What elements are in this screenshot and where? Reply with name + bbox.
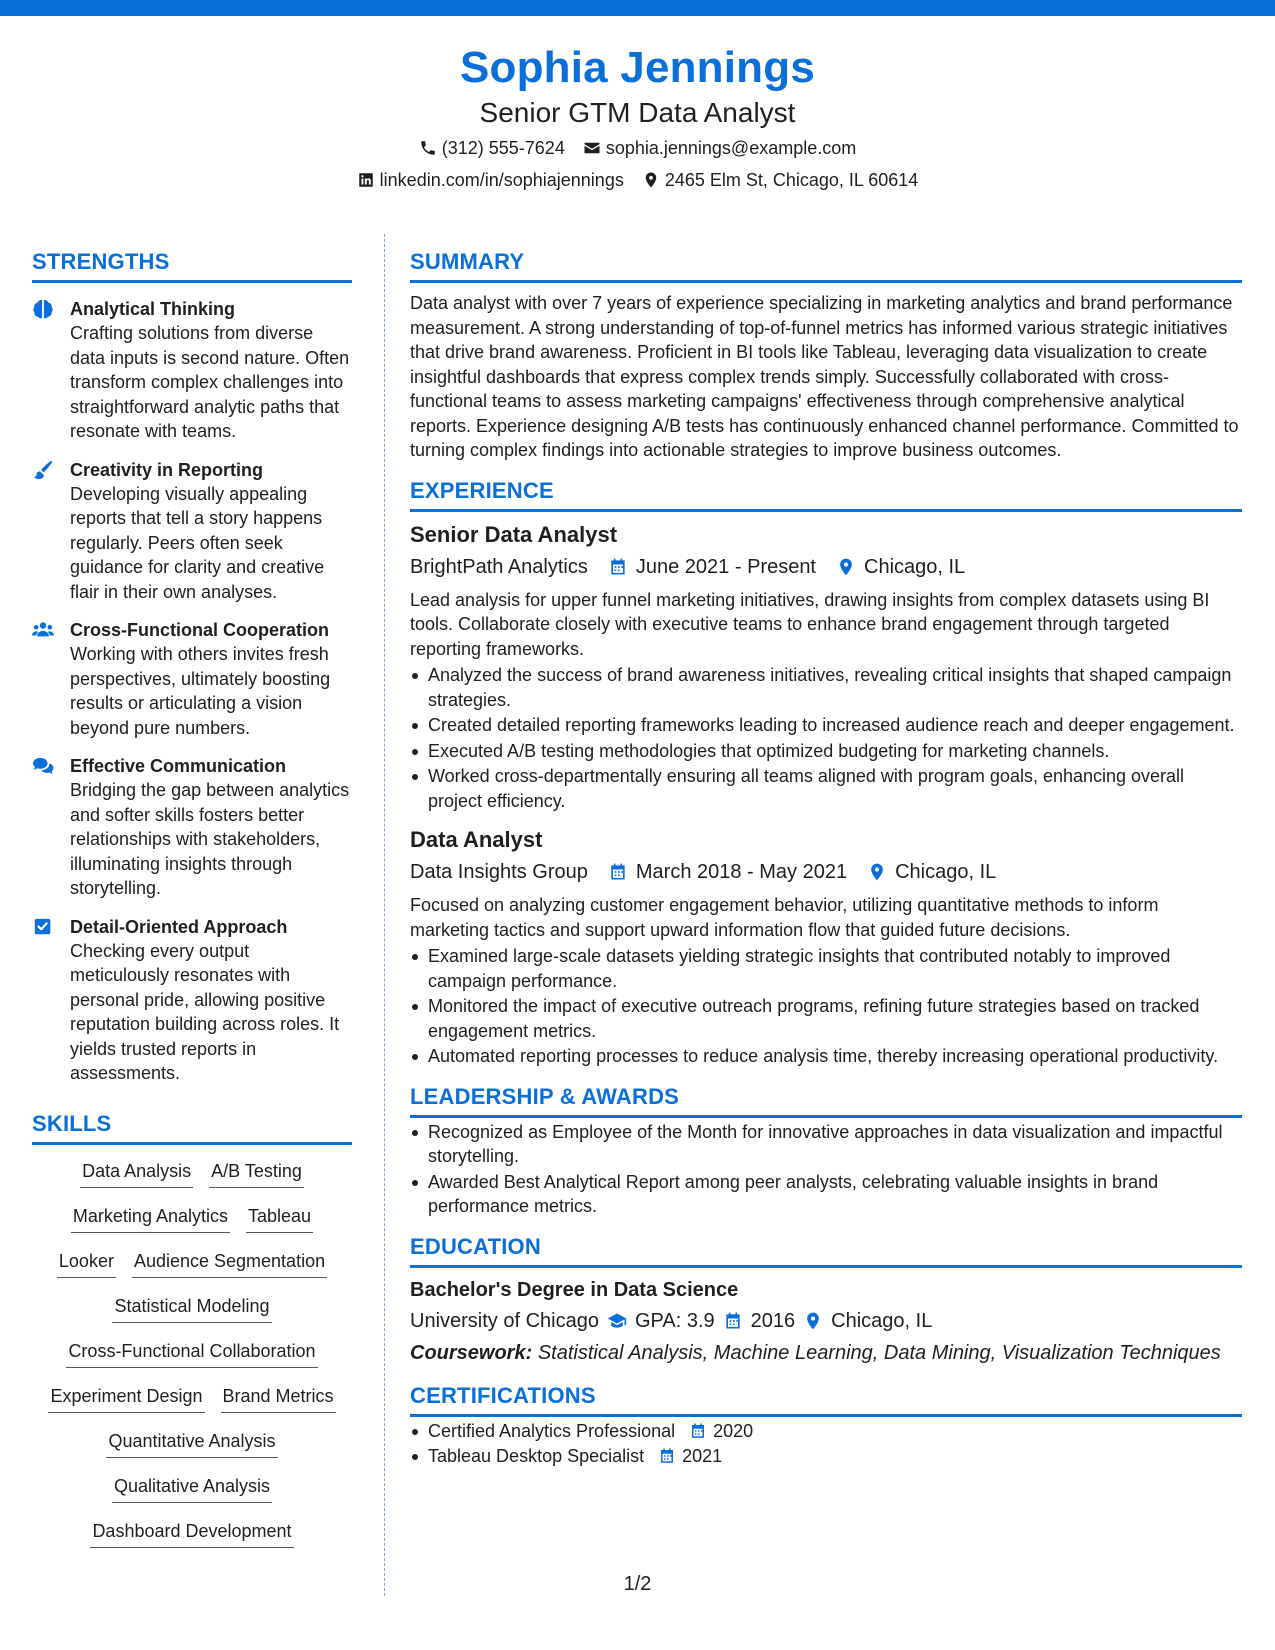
skill-row [57, 1249, 327, 1294]
skill-row [66, 1339, 317, 1384]
email-item[interactable] [583, 134, 856, 162]
strengths-heading: STRENGTHS [32, 248, 352, 283]
skill-row [112, 1474, 272, 1519]
degree-title: Bachelor's Degree in Data Science [410, 1278, 739, 1301]
experience-section [410, 477, 1242, 1069]
map-pin-icon [836, 557, 856, 577]
phone-text: (312) 555-7624 [441, 138, 565, 158]
resume-header [0, 40, 1275, 194]
skill-row [90, 1519, 293, 1564]
strength-desc: Bridging the gap between analytics and softer skills fosters better relationships with stakeholders, illuminating insights through storytelling. [70, 780, 350, 898]
contact-row-2 [0, 166, 1275, 194]
page-number: 1/2 [623, 1573, 652, 1595]
column-divider [384, 234, 385, 1596]
job-title: Senior Data Analyst [410, 521, 618, 547]
skill-tag: Experiment Design [48, 1384, 204, 1413]
skill-row [112, 1294, 271, 1339]
list-item: Worked cross-departmentally ensuring all teams aligned with program goals, enhancing overall project efficiency. [410, 764, 1242, 813]
education-section [410, 1233, 1242, 1368]
job-bullets [410, 944, 1242, 1069]
phone-item [419, 134, 565, 162]
skill-tag: Marketing Analytics [71, 1204, 230, 1233]
strength-item [32, 297, 352, 444]
strength-item [32, 915, 352, 1086]
skill-tag: Data Analysis [80, 1159, 193, 1188]
list-item: Analyzed the success of brand awareness initiatives, revealing critical insights that shaped campaign strategies. [410, 663, 1242, 712]
cert-year: 2020 [713, 1420, 754, 1441]
list-item: Created detailed reporting frameworks leading to increased audience reach and deeper engagement. [410, 713, 1242, 738]
list-item: Monitored the impact of executive outreach programs, refining future strategies based on tracked engagement metrics. [410, 994, 1242, 1043]
certifications-heading: CERTIFICATIONS [410, 1382, 1242, 1417]
coursework-label: Coursework: [410, 1341, 533, 1364]
skill-tag: Tableau [246, 1204, 313, 1233]
strength-desc: Crafting solutions from diverse data inputs is second nature. Often transform complex challenges into straightforward analytic paths that resonate with teams. [70, 323, 350, 441]
strength-title: Cross-Functional Cooperation [70, 620, 330, 640]
cert-year: 2021 [682, 1446, 723, 1466]
strength-title: Analytical Thinking [70, 299, 236, 319]
skill-tag: Qualitative Analysis [112, 1474, 272, 1503]
strength-title: Creativity in Reporting [70, 459, 264, 480]
company-name: Data Insights Group [410, 861, 588, 883]
strength-item [32, 754, 352, 901]
right-column [410, 248, 1242, 1470]
strength-item [32, 618, 352, 740]
list-item: Recognized as Employee of the Month for innovative approaches in data visualization and impactful storytelling. [410, 1120, 1242, 1169]
school-location: Chicago, IL [831, 1309, 933, 1332]
strength-title: Detail-Oriented Approach [70, 916, 288, 937]
gpa: GPA: 3.9 [634, 1309, 715, 1332]
company-name: BrightPath Analytics [410, 555, 588, 578]
strength-desc: Checking every output meticulously resonates with personal pride, allowing positive reputation building across roles. It yields trusted reports in assessments. [70, 940, 340, 1083]
job-location: Chicago, IL [864, 555, 966, 578]
job-bullets [410, 663, 1242, 813]
address-text: 2465 Elm St, Chicago, IL 60614 [664, 170, 919, 190]
skill-row [71, 1204, 313, 1249]
address-item [642, 166, 919, 194]
experience-heading: EXPERIENCE [410, 477, 1242, 512]
strength-desc: Working with others invites fresh perspectives, ultimately boosting results or articulating a vision beyond pure numbers. [70, 644, 331, 738]
coursework-text: Statistical Analysis, Machine Learning, Data Mining, Visualization Techniques [537, 1341, 1221, 1364]
job-meta [410, 552, 1242, 582]
brain-icon [32, 299, 54, 319]
job-meta [410, 857, 1242, 887]
job-dates: June 2021 - Present [635, 555, 816, 578]
calendar-icon [689, 1422, 707, 1440]
job-dates: March 2018 - May 2021 [635, 861, 848, 883]
left-column [32, 248, 352, 1564]
checkbox-icon [32, 917, 54, 937]
calendar-icon [723, 1311, 743, 1331]
coursework [410, 1338, 1242, 1368]
skills-list [32, 1159, 352, 1564]
skill-tag: Cross-Functional Collaboration [66, 1339, 317, 1368]
contact-row-1 [0, 134, 1275, 162]
comments-icon [32, 756, 54, 776]
summary-heading: SUMMARY [410, 248, 1242, 283]
education-meta [410, 1306, 1242, 1336]
email-text[interactable]: sophia.jennings@example.com [605, 138, 857, 158]
skills-heading: SKILLS [32, 1110, 352, 1145]
strength-item [32, 458, 352, 605]
list-item: Examined large-scale datasets yielding strategic insights that contributed notably to improved campaign performance. [410, 944, 1242, 993]
certifications-list [410, 1419, 1242, 1469]
leadership-heading: LEADERSHIP & AWARDS [410, 1083, 1242, 1118]
top-accent-bar [0, 0, 1275, 16]
list-item: Awarded Best Analytical Report among peer analysts, celebrating valuable insights in brand performance metrics. [410, 1170, 1242, 1219]
skill-tag: Statistical Modeling [112, 1294, 271, 1323]
calendar-icon [608, 862, 628, 882]
certifications-section [410, 1382, 1242, 1469]
graduation-year: 2016 [750, 1309, 796, 1332]
list-item: Executed A/B testing methodologies that optimized budgeting for marketing channels. [410, 739, 1242, 764]
job-title: Data Analyst [410, 827, 543, 852]
job-description: Lead analysis for upper funnel marketing initiatives, drawing insights from complex datasets using BI tools. Collaborate closely with executive teams to enhance brand engagement through targeted reporting frameworks. [410, 589, 1210, 659]
skill-row [80, 1159, 304, 1204]
job-entry [410, 825, 1242, 1069]
candidate-name: Sophia Jennings [459, 43, 816, 92]
leadership-list [410, 1120, 1242, 1219]
graduation-cap-icon [607, 1311, 627, 1331]
skill-tag: Looker [57, 1249, 116, 1278]
map-pin-icon [803, 1311, 823, 1331]
skill-tag: A/B Testing [209, 1159, 304, 1188]
strength-desc: Developing visually appealing reports that tell a story happens regularly. Peers often seek guidance for clarity and creative flair in their own analyses. [70, 483, 325, 602]
skill-tag: Quantitative Analysis [106, 1429, 277, 1458]
linkedin-item[interactable] [357, 166, 624, 194]
users-icon [32, 620, 54, 640]
summary-text: Data analyst with over 7 years of experience specializing in marketing analytics and brand performance measurement. A strong understanding of top-of-funnel metrics has informed various strategic initiatives that drive brand awareness. Proficient in BI tools like Tableau, leveraging data visualization to create insightful dashboards that express complex trends simply. Successfully collaborated with cross-functional teams to assess marketing campaigns' effectiveness through comprehensive analytical reports. Experience designing A/B tests has continuously enhanced channel performance. Committed to turning complex findings into actionable strategies to improve business outcomes. [410, 293, 1239, 460]
map-pin-icon [867, 862, 887, 882]
leadership-section [410, 1083, 1242, 1219]
school-name: University of Chicago [410, 1309, 599, 1332]
education-heading: EDUCATION [410, 1233, 1242, 1268]
strengths-list [32, 297, 352, 1086]
list-item: Automated reporting processes to reduce analysis time, thereby increasing operational productivity. [410, 1044, 1242, 1069]
candidate-title: Senior GTM Data Analyst [479, 97, 796, 128]
calendar-icon [608, 557, 628, 577]
skill-tag: Dashboard Development [90, 1519, 293, 1548]
calendar-icon [658, 1447, 676, 1465]
strength-title: Effective Communication [70, 756, 287, 776]
envelope-icon [583, 139, 601, 157]
skill-tag: Audience Segmentation [132, 1249, 327, 1278]
list-item [410, 1419, 1242, 1444]
skill-row [106, 1429, 277, 1474]
list-item [410, 1444, 1242, 1469]
job-location: Chicago, IL [895, 861, 997, 883]
paintbrush-icon [32, 460, 54, 480]
cert-name: Tableau Desktop Specialist [428, 1446, 645, 1466]
job-entry [410, 520, 1242, 814]
phone-icon [419, 139, 437, 157]
linkedin-icon [357, 171, 375, 189]
job-description: Focused on analyzing customer engagement behavior, utilizing quantitative methods to inform marketing tactics and support upward information flow that guided future decisions. [410, 895, 1159, 940]
cert-name: Certified Analytics Professional [428, 1420, 676, 1441]
skill-tag: Brand Metrics [221, 1384, 336, 1413]
skill-row [48, 1384, 335, 1429]
map-pin-icon [642, 171, 660, 189]
linkedin-text[interactable]: linkedin.com/in/sophiajennings [379, 170, 624, 190]
